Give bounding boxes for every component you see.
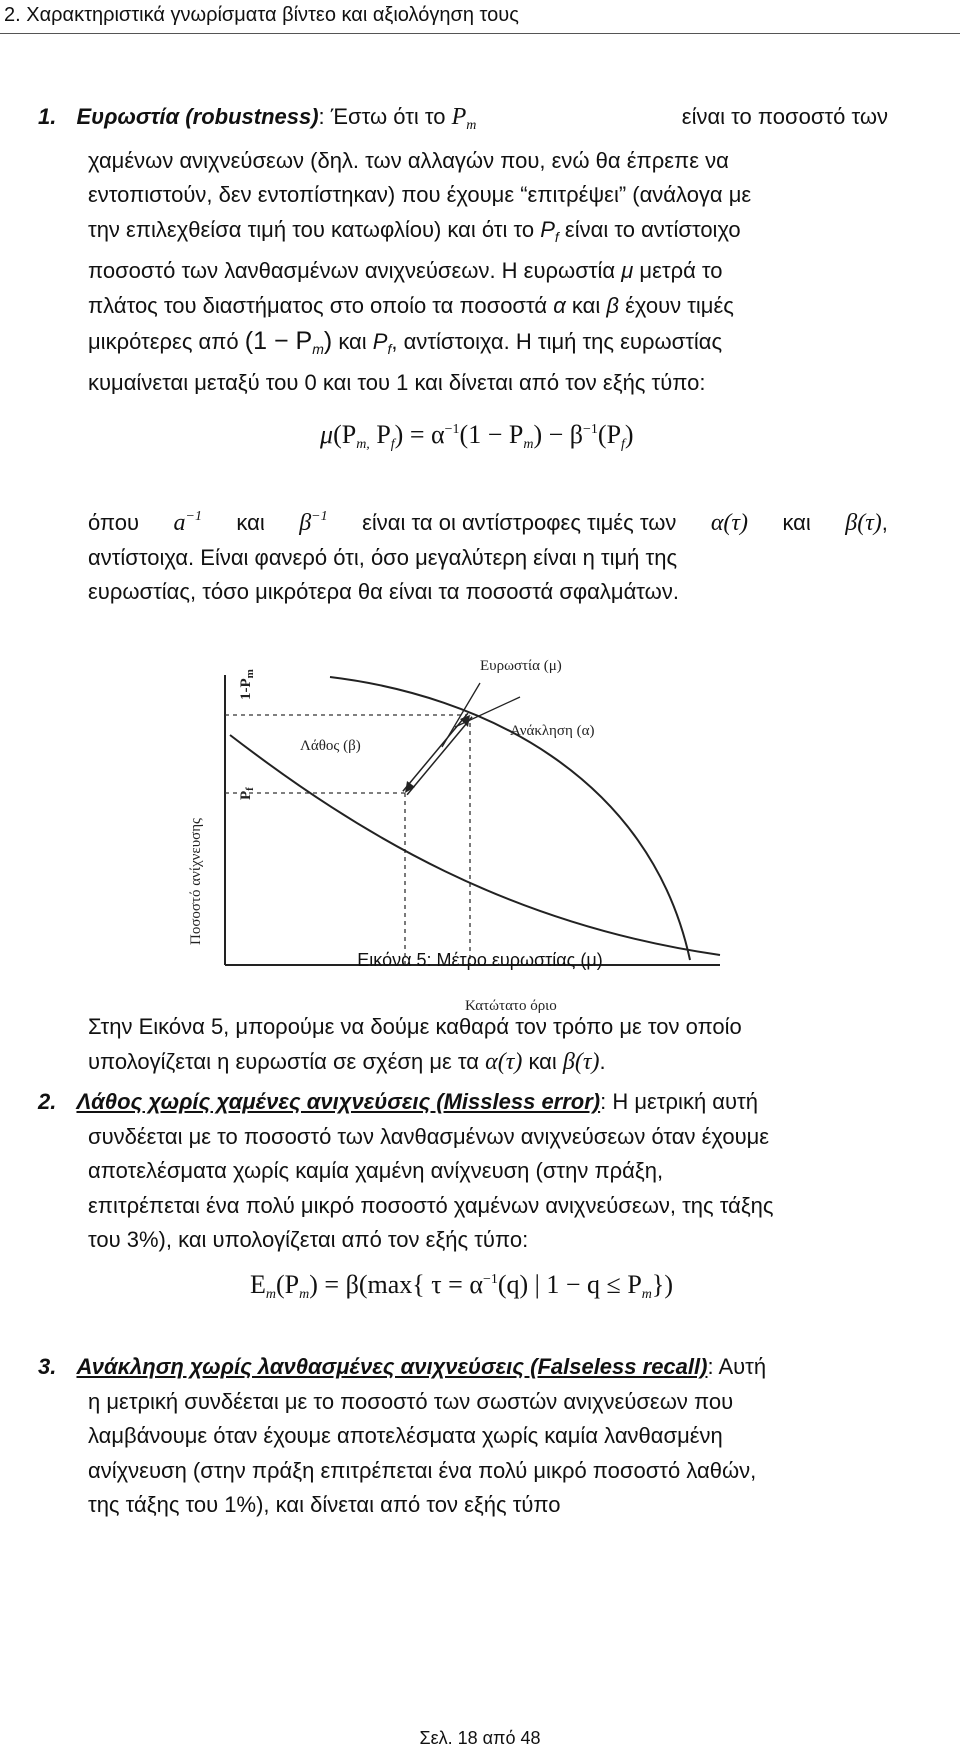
recall-label: Ανάκληση (α) <box>510 723 595 739</box>
page-footer: Σελ. 18 από 48 <box>419 1728 541 1748</box>
pf-vertical-label <box>238 787 256 800</box>
robustness-bar-inner <box>405 715 470 793</box>
section-2-line-5: του 3%), και υπολογίζεται από τον εξής τύπο: <box>88 1227 529 1253</box>
text-span: μετρά το <box>639 258 723 284</box>
text-span: και <box>571 292 601 318</box>
section-1-line-6 <box>88 289 888 324</box>
text-span: −1 <box>185 509 202 524</box>
text-span: m <box>466 118 477 133</box>
text-span: και <box>528 1048 557 1074</box>
running-header <box>0 0 960 34</box>
text-span: . <box>599 1048 606 1074</box>
section-3-line-1 <box>38 1350 888 1385</box>
section-3-line-5: της τάξης του 1%), και δίνεται από τον εξής τύπο <box>88 1492 561 1518</box>
robustness-label: Ευρωστία (μ) <box>480 658 562 674</box>
text-span: E <box>250 1270 266 1299</box>
section-heading: Λάθος χωρίς χαμένες ανιχνεύσεις (Missless error) <box>76 1089 601 1114</box>
text-span: , αντίστοιχα. Η τιμή της ευρωστίας <box>391 328 723 354</box>
section-number: 3. <box>38 1354 57 1379</box>
text-span: −1 <box>444 422 460 437</box>
text-span: }) <box>651 1270 674 1299</box>
text-span: είναι τα οι αντίστροφες τιμές των <box>362 510 677 535</box>
text-span: ) <box>323 326 333 355</box>
text-span: (P <box>597 420 622 449</box>
section-1-line-2: χαμένων ανιχνεύσεων (δηλ. των αλλαγών που, ενώ θα έπρεπε να <box>88 147 729 173</box>
text-span: : Έστω ότι το <box>318 104 446 129</box>
section-2-line-3: αποτελέσματα χωρίς καμία χαμένη ανίχνευση (στην πράξη, <box>88 1158 664 1184</box>
text-span: P <box>451 104 467 130</box>
figure-caption: Εικόνα 5: Μέτρο ευρωστίας (μ) <box>357 950 603 970</box>
section-3-line-4: ανίχνευση (στην πράξη επιτρέπεται ένα πολύ μικρό ποσοστό λαθών, <box>88 1457 757 1483</box>
paragraph-2 <box>88 1010 888 1079</box>
text-span: α(τ) <box>485 1048 523 1075</box>
section-number: 1. <box>38 104 57 129</box>
beta-inverse <box>299 500 327 541</box>
paragraph-2-line-2 <box>88 1045 888 1080</box>
missless-error-formula <box>250 1270 673 1303</box>
text-span: μ <box>621 258 634 284</box>
section-2-line-4: επιτρέπεται ένα πολύ μικρό ποσοστό χαμένων ανιχνεύσεων, της τάξης <box>88 1192 774 1218</box>
text-span: την επιλεχθείσα τιμή του κατωφλίου) και ότι το <box>88 216 535 242</box>
text-span: β(τ) <box>845 510 882 536</box>
section-3-line-3: λαμβάνουμε όταν έχουμε αποτελέσματα χωρίς καμία λανθασμένη <box>88 1423 723 1449</box>
text-span: όπου <box>88 510 140 535</box>
section-heading: Ευρωστία (robustness) <box>76 104 319 129</box>
section-1 <box>38 100 888 401</box>
text-span: β(τ) <box>562 1048 600 1075</box>
text-span: ) = β(max{ τ = α <box>309 1270 483 1299</box>
text-span: (q) | 1 − q ≤ P <box>497 1270 642 1299</box>
text-span: f <box>387 340 392 357</box>
text-span: m <box>244 669 256 679</box>
header-title: 2. Χαρακτηριστικά γνωρίσματα βίντεο και αξιολόγηση τους <box>4 4 519 26</box>
text-span: α <box>553 292 566 318</box>
error-curve <box>230 735 720 955</box>
section-1-line-4 <box>88 213 888 255</box>
text-span: β <box>606 292 619 318</box>
text-span: και <box>236 510 265 535</box>
section-1b-line-2: αντίστοιχα. Είναι φανερό ότι, όσο μεγαλύτερη είναι η τιμή της <box>88 544 678 570</box>
pf-symbol <box>540 216 559 245</box>
text-span: m, <box>356 437 370 452</box>
section-1b-line-3: ευρωστίας, τόσο μικρότερα θα είναι τα ποσοστά σφαλμάτων. <box>88 579 679 605</box>
text-span: μικρότερες από <box>88 328 239 354</box>
section-1-continued <box>88 500 888 610</box>
text-span: ) = α <box>394 420 445 449</box>
section-1-line-1 <box>38 100 888 144</box>
text-span: P <box>369 420 391 449</box>
text-span: πλάτος του διαστήματος στο οποίο τα ποσοστά <box>88 292 548 318</box>
beta-tau <box>845 506 888 541</box>
section-1-line-8: κυμαίνεται μεταξύ του 0 και του 1 και δίνεται από τον εξής τύπο: <box>88 370 706 396</box>
paragraph-2-line-1: Στην Εικόνα 5, μπορούμε να δούμε καθαρά τον τρόπο με τον οποίο <box>88 1014 742 1039</box>
section-1-line-7 <box>88 324 888 367</box>
text-span: υπολογίζεται η ευρωστία σε σχέση με τα <box>88 1048 480 1074</box>
one-minus-pm <box>245 327 332 355</box>
text-span: −1 <box>583 422 598 437</box>
text-span: m <box>312 340 324 357</box>
text-span: −1 <box>311 509 328 524</box>
text-span: (P <box>333 420 357 449</box>
text-span: f <box>390 437 395 452</box>
text-span: f <box>244 787 256 791</box>
text-span: m <box>523 437 534 452</box>
text-span: (1 − P <box>459 420 524 449</box>
section-2-line-2: συνδέεται με το ποσοστό των λανθασμένων ανιχνεύσεων όταν έχουμε <box>88 1123 770 1149</box>
text-span: έχουν τιμές <box>625 292 734 318</box>
y-axis-title: Ποσοστό ανίχνευσης <box>188 818 204 945</box>
text-span: ) − β <box>533 420 583 449</box>
text-span: a <box>173 510 186 536</box>
section-1b-line-1 <box>88 500 888 541</box>
text-span: , <box>881 510 888 535</box>
text-span: α(τ) <box>710 510 748 536</box>
section-1-line-3: εντοπιστούν, δεν εντοπίστηκαν) που έχουμε “επιτρέψει” (ανάλογα με <box>88 182 752 208</box>
text-span: m <box>641 1287 652 1302</box>
text-span: f <box>621 437 625 452</box>
alpha-inverse <box>174 500 202 541</box>
text-span: μ <box>320 420 334 449</box>
text-span: είναι το αντίστοιχο <box>564 216 741 242</box>
section-3-line-2: η μετρική συνδέεται με το ποσοστό των σωστών ανιχνεύσεων που <box>88 1388 734 1414</box>
text-span: είναι το ποσοστό των <box>681 104 888 129</box>
section-3 <box>38 1350 888 1523</box>
text-span: και <box>338 328 367 354</box>
text-span: m <box>299 1287 310 1302</box>
text-span: ποσοστό των λανθασμένων ανιχνεύσεων. Η ευρωστία <box>88 258 616 284</box>
text-span: 1-P <box>238 678 254 700</box>
one-minus-pm-vertical-label <box>238 669 256 700</box>
section-2-line-1 <box>38 1085 888 1120</box>
text-span: P <box>372 328 388 354</box>
section-1-line-5 <box>88 254 888 289</box>
text-span: : Αυτή <box>707 1354 767 1379</box>
text-span: και <box>782 510 811 535</box>
text-span: β <box>299 510 312 536</box>
recall-curve <box>330 677 690 960</box>
text-span: P <box>238 790 254 800</box>
robustness-formula <box>320 420 634 453</box>
text-span: −1 <box>482 1272 498 1287</box>
text-span: m <box>265 1287 277 1302</box>
section-2 <box>38 1085 888 1258</box>
error-label: Λάθος (β) <box>300 738 361 754</box>
text-span: ) <box>624 420 634 449</box>
section-number: 2. <box>38 1089 57 1114</box>
text-span: : Η μετρική αυτή <box>600 1089 758 1114</box>
x-axis-title: Κατώτατο όριο <box>465 998 557 1014</box>
text-span: (P <box>276 1270 300 1299</box>
text-span: (1 − P <box>244 326 313 355</box>
pm-symbol <box>451 104 477 133</box>
section-heading: Ανάκληση χωρίς λανθασμένες ανιχνεύσεις (Falseless recall) <box>76 1354 708 1379</box>
pf-symbol <box>372 328 392 357</box>
text-span: P <box>540 216 555 242</box>
text-span: f <box>554 228 559 245</box>
